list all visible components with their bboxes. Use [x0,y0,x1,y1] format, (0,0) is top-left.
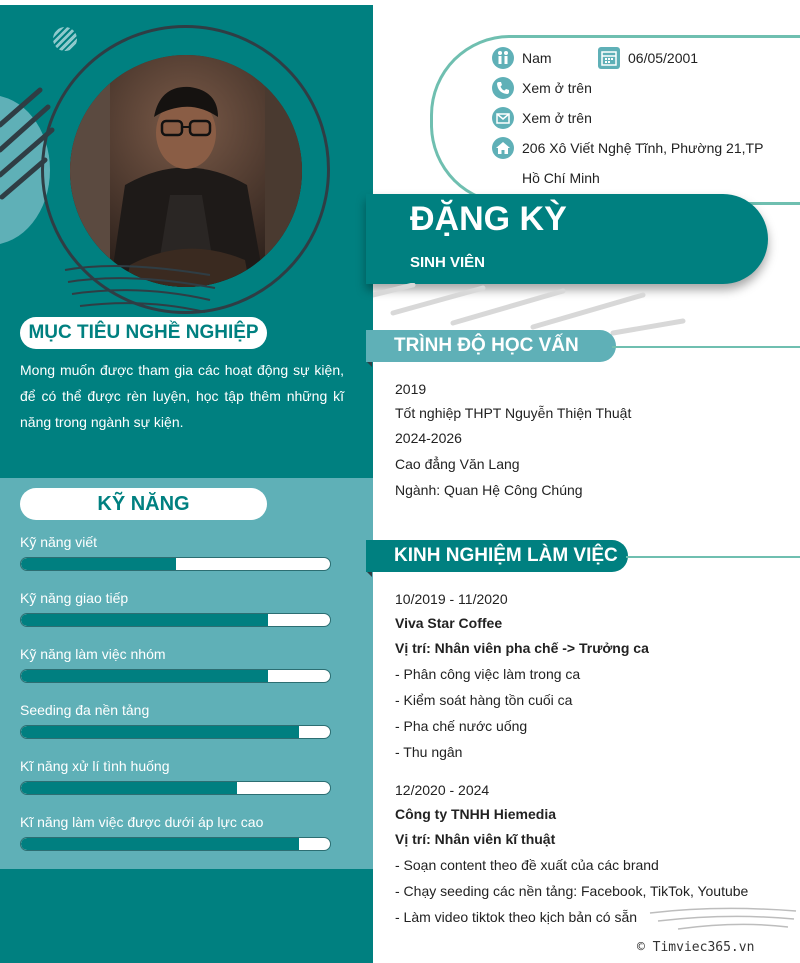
objective-text: Mong muốn được tham gia các hoạt động sự kiện, để có thể được rèn luyện, học tập thêm những kĩ năng trong ngành sự kiện. [20,362,344,430]
skill-label: Kỹ năng giao tiếp [20,590,129,606]
job-duty: - Soạn content theo đề xuất của các brand [395,857,659,873]
address-line2: Hồ Chí Minh [522,170,600,186]
profile-photo-illustration [70,55,302,287]
job-period: 12/2020 - 2024 [395,782,490,798]
skill-bar [20,837,331,851]
education-line: Tốt nghiệp THPT Nguyễn Thiện Thuật [395,405,632,421]
skill-label: Kỹ năng viết [20,534,98,550]
candidate-name: ĐẶNG KỲ [410,200,567,238]
phone-icon [492,77,514,99]
calendar-icon [598,47,620,69]
skill-label: Kĩ năng xử lí tình huống [20,758,170,774]
left-column [0,5,373,963]
experience-title-line [626,556,800,558]
education-title: TRÌNH ĐỘ HỌC VẤN [366,330,616,362]
experience-title: KINH NGHIỆM LÀM VIỆC [366,540,628,572]
skill-bar [20,781,331,795]
education-line: 2024-2026 [395,430,462,446]
phone-text: Xem ở trên [522,80,592,96]
skill-fill [21,670,268,682]
education-line: 2019 [395,381,427,397]
job-company: Công ty TNHH Hiemedia [395,806,557,822]
gender-text: Nam [522,50,552,66]
skill-label: Kĩ năng làm việc được dưới áp lực cao [20,814,264,830]
skill-bar [20,613,331,627]
job-duty: - Phân công việc làm trong ca [395,666,581,682]
profile-photo [70,55,302,287]
skill-fill [21,838,299,850]
candidate-role: SINH VIÊN [410,254,486,271]
objective-title: MỤC TIÊU NGHỀ NGHIỆP [20,317,267,349]
skill-fill [21,558,176,570]
brush-strokes-footer [648,905,798,945]
birthday-text: 06/05/2001 [628,50,699,66]
skill-fill [21,614,268,626]
footer-credit: © Timviec365.vn [637,940,755,955]
job-duty: - Kiểm soát hàng tồn cuối ca [395,692,573,708]
gender-icon [492,47,514,69]
skill-label: Seeding đa nền tảng [20,702,150,718]
job-company: Viva Star Coffee [395,615,503,631]
decorative-striped-dot [53,27,77,51]
home-icon [492,137,514,159]
skill-bar [20,669,331,683]
skill-bar [20,725,331,739]
skill-bar [20,557,331,571]
skill-label: Kỹ năng làm việc nhóm [20,646,166,662]
job-position: Vị trí: Nhân viên pha chế -> Trưởng ca [395,640,649,656]
job-duty: - Thu ngân [395,744,463,760]
job-position: Vị trí: Nhân viên kĩ thuật [395,831,556,847]
job-duty: - Pha chế nước uống [395,718,528,734]
job-period: 10/2019 - 11/2020 [395,591,508,607]
mail-icon [492,107,514,129]
education-title-line [612,346,800,348]
address-line1: 206 Xô Viết Nghệ Tĩnh, Phường 21,TP [522,140,764,156]
email-text: Xem ở trên [522,110,592,126]
education-line: Ngành: Quan Hệ Công Chúng [395,482,583,498]
education-line: Cao đẳng Văn Lang [395,456,520,472]
skills-title: KỸ NĂNG [20,488,267,520]
brush-strokes-photo [60,260,220,320]
job-duty: - Chạy seeding các nền tảng: Facebook, TikTok, Youtube [395,883,749,899]
job-duty: - Làm video tiktok theo kịch bản có sẵn [395,909,638,925]
skill-fill [21,782,237,794]
skill-fill [21,726,299,738]
